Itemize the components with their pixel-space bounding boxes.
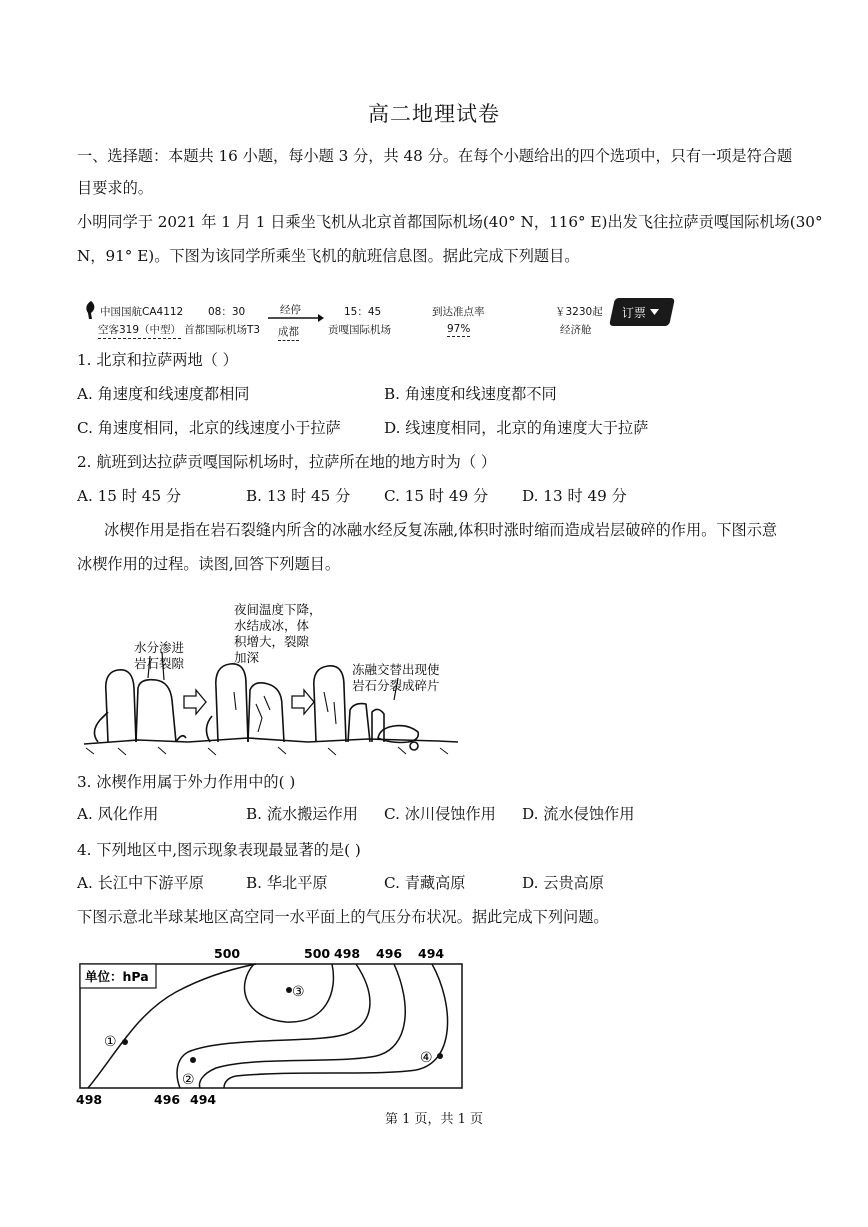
q3-stem: 3. 冰楔作用属于外力作用中的( ) xyxy=(77,773,296,791)
point-4-label: ④ xyxy=(420,1050,433,1066)
top-label-498: 498 xyxy=(334,946,361,961)
q4-stem: 4. 下列地区中,图示现象表现最显著的是( ) xyxy=(77,841,361,859)
dropdown-caret-icon xyxy=(650,309,659,315)
page-title: 高二地理试卷 xyxy=(368,102,500,126)
diagram-label-2b: 水结成冰，体 xyxy=(234,618,310,633)
q1-option-a: A. 角速度和线速度都相同 xyxy=(77,385,250,403)
intro3: 下图示意北半球某地区高空同一水平面上的气压分布状况。据此完成下列问题。 xyxy=(77,908,609,926)
flight-airline: 中国国航CA4112 xyxy=(100,306,184,318)
flight-aircraft: 空客319（中型） xyxy=(98,322,181,339)
page-footer: 第 1 页，共 1 页 xyxy=(384,1112,484,1127)
book-ticket-label: 订票 xyxy=(621,306,646,320)
diagram-label-1b: 岩石裂隙 xyxy=(134,656,185,671)
diagram-label-2c: 积增大，裂隙 xyxy=(234,634,310,649)
top-label-494: 494 xyxy=(418,946,445,961)
bottom-label-496: 496 xyxy=(154,1092,181,1107)
ice-wedging-diagram xyxy=(78,592,468,764)
q1-option-d: D. 线速度相同，北京的角速度大于拉萨 xyxy=(384,419,649,437)
diagram-label-3a: 冻融交替出现使 xyxy=(352,662,440,677)
intro2-line1: 冰楔作用是指在岩石裂缝内所含的冰融水经反复冻融,体积时涨时缩而造成岩层破碎的作用。下图示意 xyxy=(104,521,778,539)
flight-via-label: 经停 xyxy=(280,304,301,316)
diagram-label-1a: 水分渗进 xyxy=(134,640,185,655)
map-unit-label: 单位：hPa xyxy=(85,969,149,984)
flight-via-city: 成都 xyxy=(278,324,299,341)
diagram-label-2d: 加深 xyxy=(234,650,260,665)
q3-option-b: B. 流水搬运作用 xyxy=(246,805,358,823)
flight-arr-airport: 贡嘎国际机场 xyxy=(328,324,391,336)
q2-option-c: C. 15 时 49 分 xyxy=(384,487,489,505)
top-label-496: 496 xyxy=(376,946,403,961)
q4-option-a: A. 长江中下游平原 xyxy=(77,874,204,892)
q3-option-c: C. 冰川侵蚀作用 xyxy=(384,805,496,823)
intro1-line1: 小明同学于 2021 年 1 月 1 日乘坐飞机从北京首都国际机场(40° N，116° E)出发飞往拉萨贡嘎国际机场(30° xyxy=(77,213,823,231)
q1-option-c: C. 角速度相同，北京的线速度小于拉萨 xyxy=(77,419,341,437)
top-label-500a: 500 xyxy=(214,946,241,961)
route-arrow-icon xyxy=(268,314,324,322)
section-header-line2: 目要求的。 xyxy=(77,179,153,197)
intro1-line2: N，91° E)。下图为该同学所乘坐飞机的航班信息图。据此完成下列题目。 xyxy=(77,247,580,265)
q2-option-b: B. 13 时 45 分 xyxy=(246,487,351,505)
point-3-label: ③ xyxy=(292,984,305,1000)
flight-arr-time: 15：45 xyxy=(344,306,382,318)
flight-dep-time: 08：30 xyxy=(208,306,246,318)
section-header-line1: 一、选择题：本题共 16 小题，每小题 3 分，共 48 分。在每个小题给出的四个选项中，只有一项是符合题 xyxy=(77,147,793,165)
flight-cabin: 经济舱 xyxy=(560,324,592,336)
point-2-label: ② xyxy=(182,1072,195,1088)
flight-dep-airport: 首都国际机场T3 xyxy=(184,324,261,336)
point-1-label: ① xyxy=(104,1034,117,1050)
top-label-500b: 500 xyxy=(304,946,331,961)
q4-option-c: C. 青藏高原 xyxy=(384,874,466,892)
pressure-isobar-map xyxy=(76,944,470,1110)
q2-option-a: A. 15 时 45 分 xyxy=(77,487,182,505)
flight-ontime-label: 到达准点率 xyxy=(432,306,485,318)
flight-ontime-value: 97% xyxy=(447,323,471,335)
flight-price: ￥3230起 xyxy=(555,306,603,318)
q1-stem: 1. 北京和拉萨两地（ ） xyxy=(77,351,238,369)
q1-option-b: B. 角速度和线速度都不同 xyxy=(384,385,557,403)
q4-option-b: B. 华北平原 xyxy=(246,874,328,892)
q4-option-d: D. 云贵高原 xyxy=(522,874,605,892)
airline-logo-icon xyxy=(85,301,97,319)
diagram-label-2a: 夜间温度下降， xyxy=(234,602,322,617)
q3-option-d: D. 流水侵蚀作用 xyxy=(522,805,635,823)
bottom-label-494: 494 xyxy=(190,1092,217,1107)
book-ticket-button[interactable] xyxy=(609,298,675,326)
q3-option-a: A. 风化作用 xyxy=(77,805,159,823)
intro2-line2: 冰楔作用的过程。读图,回答下列题目。 xyxy=(77,555,341,573)
bottom-label-498: 498 xyxy=(76,1092,103,1107)
q2-option-d: D. 13 时 49 分 xyxy=(522,487,627,505)
diagram-label-3b: 岩石分裂成碎片 xyxy=(352,678,440,693)
q2-stem: 2. 航班到达拉萨贡嘎国际机场时，拉萨所在地的地方时为（ ） xyxy=(77,453,497,471)
